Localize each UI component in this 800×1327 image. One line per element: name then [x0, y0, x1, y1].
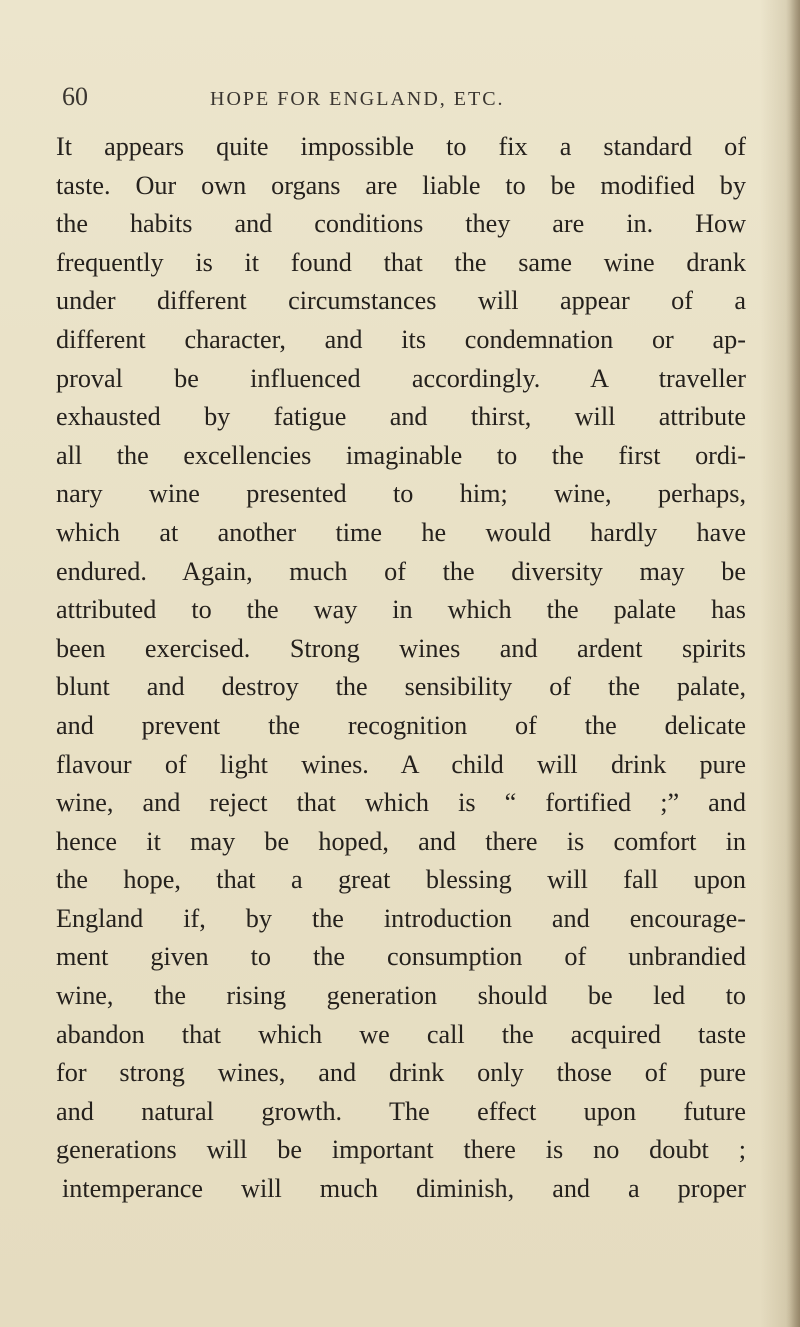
text-line: the hope, that a great blessing will fall upon: [56, 865, 746, 895]
text-line: which at another time he would hardly have: [56, 517, 746, 547]
text-line: taste. Our own organs are liable to be modified by: [56, 170, 746, 200]
text-line: wine, and reject that which is “ fortified ;” and: [56, 788, 746, 818]
text-line: wine, the rising generation should be led to: [56, 981, 746, 1011]
text-line: generations will be important there is no doubt ;: [56, 1135, 746, 1165]
text-line: attributed to the way in which the palate has: [56, 595, 746, 625]
text-line: flavour of light wines. A child will drink pure: [56, 749, 746, 779]
page-edge-shadow: [786, 0, 800, 1327]
running-head: HOPE FOR ENGLAND, ETC.: [210, 88, 505, 110]
text-line: all the excellencies imaginable to the first ordi-: [56, 440, 746, 470]
text-line: nary wine presented to him; wine, perhaps,: [56, 479, 746, 509]
text-line: and prevent the recognition of the delicate: [56, 710, 746, 740]
text-line: and natural growth. The effect upon future: [56, 1096, 746, 1126]
text-line: ment given to the consumption of unbrandied: [56, 942, 746, 972]
page-header: [62, 82, 742, 122]
text-line: exhausted by fatigue and thirst, will attribute: [56, 402, 746, 432]
text-line: different character, and its condemnation or ap-: [56, 324, 746, 354]
text-line: the habits and conditions they are in. How: [56, 209, 746, 239]
page-number: 60: [62, 82, 88, 111]
text-line: intemperance will much diminish, and a proper: [62, 1174, 746, 1204]
text-line: England if, by the introduction and encourage-: [56, 903, 746, 933]
text-line: for strong wines, and drink only those of pure: [56, 1058, 746, 1088]
text-line: frequently is it found that the same wine drank: [56, 247, 746, 277]
text-line: blunt and destroy the sensibility of the palate,: [56, 672, 746, 702]
text-line: endured. Again, much of the diversity may be: [56, 556, 746, 586]
text-line: abandon that which we call the acquired taste: [56, 1019, 746, 1049]
text-line: It appears quite impossible to fix a standard of: [56, 132, 746, 161]
body-text: [56, 128, 746, 1209]
text-line: been exercised. Strong wines and ardent spirits: [56, 633, 746, 663]
text-line: proval be influenced accordingly. A traveller: [56, 363, 746, 393]
text-line: under different circumstances will appear of a: [56, 286, 746, 316]
text-line: hence it may be hoped, and there is comfort in: [56, 826, 746, 856]
